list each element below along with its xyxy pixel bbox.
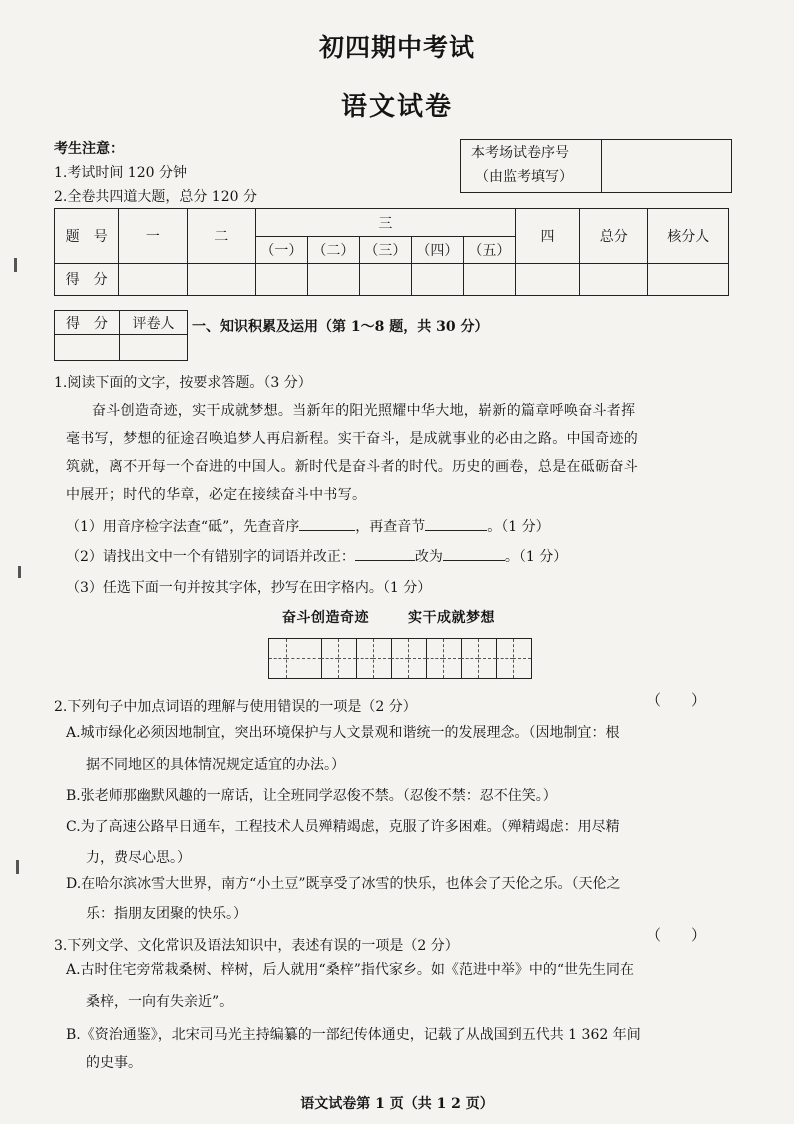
q3-answer-paren[interactable]: （ ） bbox=[646, 926, 707, 944]
score-cell-checker[interactable] bbox=[648, 263, 729, 295]
q2-option-c-line-1: C.为了高速公路早日通车，工程技术人员殚精竭虑，克服了许多困难。（殚精竭虑：用尽精 bbox=[66, 819, 620, 835]
score-table bbox=[54, 208, 729, 296]
grid-half-cell bbox=[513, 639, 531, 678]
q1-passage-line-3: 筑就，离不开每一个奋进的中国人。新时代是奋斗者的时代。历史的画卷，总是在砥砺奋斗 bbox=[66, 459, 638, 475]
col-part-1: 一 bbox=[119, 209, 187, 264]
notice-heading: 考生注意： bbox=[54, 141, 124, 157]
grid-half-cell bbox=[496, 639, 514, 678]
notice-item-score: 2.全卷共四道大题，总分 120 分 bbox=[54, 189, 257, 205]
col-part-3-sub-1: （一） bbox=[255, 237, 307, 263]
q1-sub1-text-a: （1）用音序检字法查“砥”，先查音序 bbox=[66, 519, 300, 535]
serial-number-field[interactable] bbox=[602, 140, 730, 192]
binding-mark bbox=[14, 258, 17, 272]
q3-option-b-line-2: 的史事。 bbox=[86, 1055, 142, 1071]
q1-sub2-text-c: 。（1 分） bbox=[504, 549, 568, 565]
grid-half-cell bbox=[373, 639, 392, 678]
col-part-3-sub-3: （三） bbox=[359, 237, 411, 263]
row-label-score: 得 分 bbox=[55, 263, 119, 295]
calligraphy-sample-2: 实干成就梦想 bbox=[408, 610, 495, 626]
grader-score-label: 得 分 bbox=[55, 311, 120, 335]
q3-stem: 3.下列文学、文化常识及语法知识中，表述有误的一项是（2 分） bbox=[54, 938, 459, 954]
q1-sub1-blank-initial[interactable] bbox=[299, 516, 355, 531]
q1-passage-line-1: 奋斗创造奇迹，实干成就梦想。当新年的阳光照耀中华大地，崭新的篇章呼唤奋斗者挥 bbox=[92, 403, 636, 419]
score-cell-3-5[interactable] bbox=[463, 263, 515, 295]
grid-half-cell bbox=[443, 639, 462, 678]
q1-sub2-blank-correct[interactable] bbox=[443, 546, 505, 561]
q2-stem: 2.下列句子中加点词语的理解与使用错误的一项是（2 分） bbox=[54, 699, 417, 715]
calligraphy-sample-1: 奋斗创造奇迹 bbox=[282, 610, 369, 626]
q2-option-a-line-1: A.城市绿化必须因地制宜，突出环境保护与人文景观和谐统一的发展理念。（因地制宜：根 bbox=[66, 725, 620, 741]
col-total: 总分 bbox=[580, 209, 648, 264]
col-part-3: 三 bbox=[255, 209, 515, 237]
q1-stem: 1.阅读下面的文字，按要求答题。（3 分） bbox=[54, 375, 312, 391]
serial-number-box bbox=[460, 139, 732, 193]
section1-heading: 一、知识积累及运用（第 1～8 题，共 30 分） bbox=[192, 319, 489, 335]
q2-answer-paren[interactable]: （ ） bbox=[646, 691, 707, 709]
q2-option-d-line-2: 乐：指朋友团聚的快乐。） bbox=[86, 906, 247, 922]
grader-name-field[interactable] bbox=[120, 335, 188, 361]
grid-half-cell bbox=[338, 639, 357, 678]
col-part-3-sub-5: （五） bbox=[463, 237, 515, 263]
grid-cell bbox=[286, 639, 322, 678]
score-cell-3-4[interactable] bbox=[411, 263, 463, 295]
row-label-question: 题 号 bbox=[55, 209, 119, 264]
page-footer: 语文试卷第 1 页（共 1 2 页） bbox=[300, 1096, 494, 1112]
score-cell-1[interactable] bbox=[119, 263, 187, 295]
serial-label-cell bbox=[461, 140, 602, 192]
q1-sub3: （3）任选下面一句并按其字体，抄写在田字格内。（1 分） bbox=[66, 580, 432, 596]
grid-half-cell bbox=[426, 639, 444, 678]
q3-option-a-line-2: 桑梓，一向有失亲近”。 bbox=[86, 994, 234, 1010]
grid-half-cell bbox=[391, 639, 409, 678]
q2-option-c-line-2: 力，费尽心思。） bbox=[86, 850, 191, 866]
grader-name-label: 评卷人 bbox=[120, 311, 188, 335]
q1-passage-line-4: 中展开；时代的华章，必定在接续奋斗中书写。 bbox=[66, 487, 367, 503]
section1-grader-box bbox=[54, 310, 188, 361]
notice-item-time: 1.考试时间 120 分钟 bbox=[54, 165, 187, 181]
q1-sub1-text-b: ，再查音节 bbox=[355, 519, 426, 535]
q2-option-d-line-1: D.在哈尔滨冰雪大世界，南方“小土豆”既享受了冰雪的快乐，也体会了天伦之乐。（天伦之 bbox=[66, 876, 621, 892]
score-cell-4[interactable] bbox=[515, 263, 579, 295]
q2-option-a-line-2: 据不同地区的具体情况规定适宜的办法。） bbox=[86, 757, 345, 773]
q3-option-a-line-1: A.古时住宅旁常栽桑树、梓树，后人就用“桑梓”指代家乡。如《范进中举》中的“世先生同在 bbox=[66, 962, 635, 978]
binding-mark bbox=[16, 860, 19, 874]
score-cell-3-2[interactable] bbox=[307, 263, 359, 295]
grid-half-cell bbox=[478, 639, 497, 678]
binding-mark bbox=[18, 566, 21, 578]
exam-title: 初四期中考试 bbox=[318, 33, 475, 62]
col-part-3-sub-2: （二） bbox=[307, 237, 359, 263]
score-cell-2[interactable] bbox=[187, 263, 255, 295]
col-part-4: 四 bbox=[515, 209, 579, 264]
q1-passage-line-2: 毫书写，梦想的征途召唤追梦人再启新程。实干奋斗，是成就事业的必由之路。中国奇迹的 bbox=[66, 431, 638, 447]
grader-score-field[interactable] bbox=[55, 335, 120, 361]
q1-sub2-blank-wrong[interactable] bbox=[355, 546, 415, 561]
serial-note: （由监考填写） bbox=[475, 169, 573, 185]
q1-sub2-text-a: （2）请找出文中一个有错别字的词语并改正： bbox=[66, 549, 355, 565]
score-cell-total[interactable] bbox=[580, 263, 648, 295]
serial-label: 本考场试卷序号 bbox=[471, 145, 569, 161]
q1-sub1-text-c: 。（1 分） bbox=[487, 519, 550, 535]
grid-half-cell bbox=[356, 639, 374, 678]
grid-half-cell bbox=[269, 639, 287, 678]
grid-half-cell bbox=[408, 639, 427, 678]
exam-subtitle: 语文试卷 bbox=[340, 92, 453, 122]
col-part-3-sub-4: （四） bbox=[411, 237, 463, 263]
score-cell-3-3[interactable] bbox=[359, 263, 411, 295]
q2-option-b: B.张老师那幽默风趣的一席话，让全班同学忍俊不禁。（忍俊不禁：忍不住笑。） bbox=[66, 788, 557, 804]
q1-sub2 bbox=[66, 546, 567, 567]
grid-half-cell bbox=[461, 639, 479, 678]
col-part-2: 二 bbox=[187, 209, 255, 264]
score-cell-3-1[interactable] bbox=[255, 263, 307, 295]
q3-option-b-line-1: B.《资治通鉴》，北宋司马光主持编纂的一部纪传体通史，记载了从战国到五代共 1 362 年间 bbox=[66, 1027, 641, 1043]
q1-sub2-text-b: 改为 bbox=[414, 549, 443, 565]
tianzige-grid[interactable] bbox=[268, 638, 532, 679]
grid-half-cell bbox=[321, 639, 339, 678]
q1-sub1-blank-syllable[interactable] bbox=[425, 516, 487, 531]
col-checker: 核分人 bbox=[648, 209, 729, 264]
q1-sub1 bbox=[66, 516, 550, 537]
